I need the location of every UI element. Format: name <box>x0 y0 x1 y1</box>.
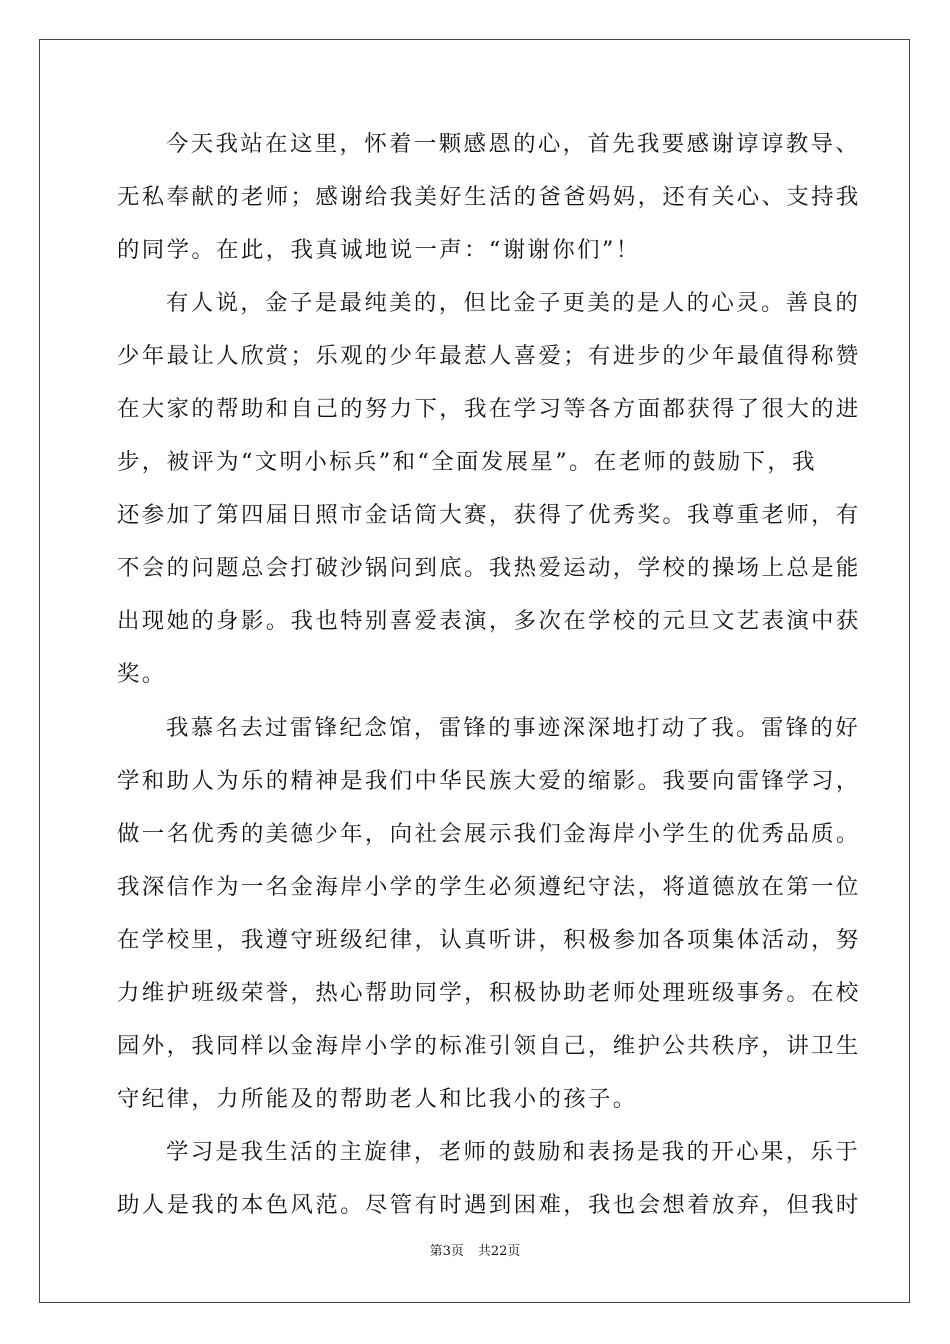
paragraph-line: 少年最让人欣赏；乐观的少年最惹人喜爱；有进步的少年最值得称赞 <box>117 343 861 369</box>
paragraph-line: 我深信作为一名金海岸小学的学生必须遵纪守法，将道德放在第一位 <box>117 874 861 900</box>
paragraph-line: 今天我站在这里，怀着一颗感恩的心，首先我要感谢谆谆教导、 <box>166 131 861 157</box>
page-footer <box>0 1240 950 1259</box>
paragraph-line: 助人是我的本色风范。尽管有时遇到困难，我也会想着放弃，但我时 <box>117 1192 861 1218</box>
paragraph-line: 守纪律，力所能及的帮助老人和比我小的孩子。 <box>117 1086 638 1112</box>
paragraph-line: 做一名优秀的美德少年，向社会展示我们金海岸小学生的优秀品质。 <box>117 821 861 847</box>
paragraph-line: 无私奉献的老师；感谢给我美好生活的爸爸妈妈，还有关心、支持我 <box>117 184 861 210</box>
paragraph-line: 不会的问题总会打破沙锅问到底。我热爱运动，学校的操场上总是能 <box>117 555 861 581</box>
paragraph-line: 有人说，金子是最纯美的，但比金子更美的是人的心灵。善良的 <box>166 290 861 316</box>
paragraph-line: 出现她的身影。我也特别喜爱表演，多次在学校的元旦文艺表演中获 <box>117 608 861 634</box>
paragraph-line: 的同学。在此，我真诚地说一声：“谢谢你们”！ <box>117 237 641 263</box>
paragraph-line: 在学校里，我遵守班级纪律，认真听讲，积极参加各项集体活动，努 <box>117 927 861 953</box>
page-number: 第3页 <box>429 1244 464 1259</box>
paragraph-line: 学和助人为乐的精神是我们中华民族大爱的缩影。我要向雷锋学习， <box>117 768 861 794</box>
paragraph-line: 力维护班级荣誉，热心帮助同学，积极协助老师处理班级事务。在校 <box>117 980 861 1006</box>
page-total: 共22页 <box>477 1244 521 1259</box>
paragraph-line: 我慕名去过雷锋纪念馆，雷锋的事迹深深地打动了我。雷锋的好 <box>166 715 861 741</box>
paragraph-line: 还参加了第四届日照市金话筒大赛，获得了优秀奖。我尊重老师，有 <box>117 502 861 528</box>
paragraph-line: 学习是我生活的主旋律，老师的鼓励和表扬是我的开心果，乐于 <box>166 1139 861 1165</box>
paragraph-line: 园外，我同样以金海岸小学的标准引领自己，维护公共秩序，讲卫生 <box>117 1033 861 1059</box>
paragraph-line: 步，被评为“文明小标兵”和“全面发展星”。在老师的鼓励下，我 <box>117 449 817 475</box>
paragraph-line: 奖。 <box>117 661 167 687</box>
paragraph-line: 在大家的帮助和自己的努力下，我在学习等各方面都获得了很大的进 <box>117 396 861 422</box>
